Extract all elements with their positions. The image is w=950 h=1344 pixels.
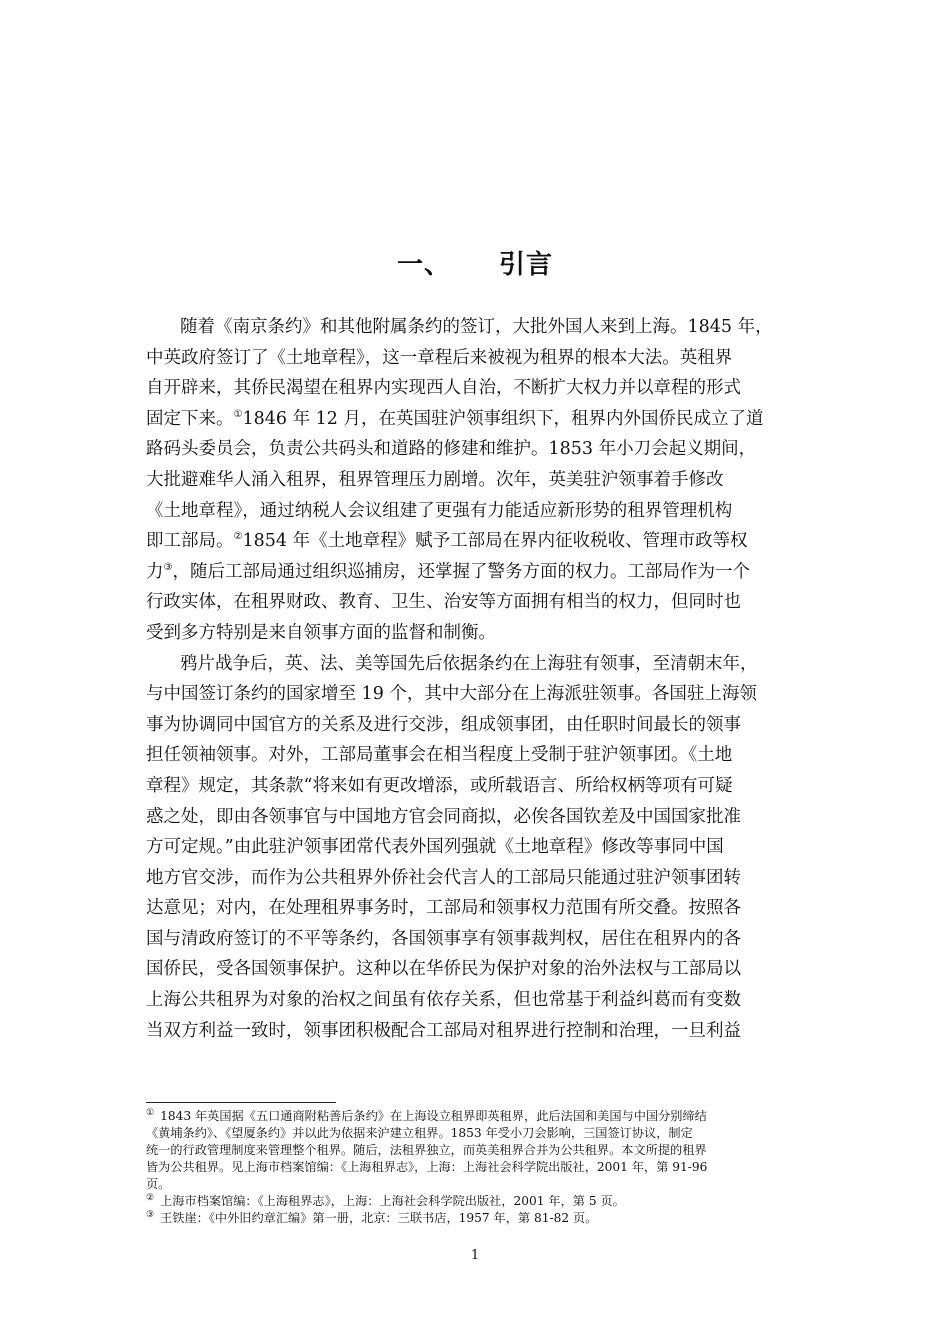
footnote-line: 页。 xyxy=(146,1177,171,1191)
paragraph-line: 随着《南京条约》和其他附属条约的签订，大批外国人来到上海。1845 年， xyxy=(180,317,773,337)
footnote-text: 上海市档案馆编：《上海租界志》，上海：上海社会科学院出版社，2001 年，第 5 页。 xyxy=(160,1194,625,1208)
footnote-text: 1843 年英国据《五口通商附粘善后条约》在上海设立租界即英租界，此后法国和美国与中国分别缔结 xyxy=(160,1109,707,1123)
paragraph-line: 当双方利益一致时，领事团积极配合工部局对租界进行控制和治理，一旦利益 xyxy=(146,1020,741,1041)
footnote-divider xyxy=(146,1102,336,1103)
paragraph-text: 1854 年《土地章程》赋予工部局在界内征收税收、管理市政等权 xyxy=(242,531,748,552)
paragraph-line: 行政实体，在租界财政、教育、卫生、治安等方面拥有相当的权力，但同时也 xyxy=(146,592,741,613)
paragraph-line: 鸦片战争后，英、法、美等国先后依据条约在上海驻有领事，至清朝末年， xyxy=(180,653,758,674)
paragraph-text: 1846 年 12 月，在英国驻沪领事组织下，租界内外国侨民成立了道 xyxy=(242,408,764,429)
paragraph-line: 路码头委员会，负责公共码头和道路的修建和维护。1853 年小刀会起义期间， xyxy=(146,439,757,460)
body-text xyxy=(146,312,802,1046)
paragraph-text: 固定下来。 xyxy=(146,408,234,429)
section-number: 一、 xyxy=(396,250,451,280)
footnote-ref-3[interactable]: ③ xyxy=(163,561,173,573)
paragraph-line: 与中国签订条约的国家增至 19 个，其中大部分在上海派驻领事。各国驻上海领 xyxy=(146,684,757,705)
footnote-line: 皆为公共租界。见上海市档案馆编：《上海租界志》，上海：上海社会科学院出版社，2001 年，第 91-96 xyxy=(146,1160,708,1174)
footnote-line: 《黄埔条约》、《望厦条约》并以此为依据来沪建立租界。1853 年受小刀会影响，三国签订协议，制定 xyxy=(146,1126,693,1140)
paragraph-line: 国侨民，受各国领事保护。这种以在华侨民为保护对象的治外法权与工部局以 xyxy=(146,959,741,980)
footnote-line: 统一的行政管理制度来管理整个租界。随后，法租界独立，而英美租界合并为公共租界。本文所提的租界 xyxy=(146,1143,707,1157)
footnotes xyxy=(146,1108,806,1227)
footnote-ref-2[interactable]: ② xyxy=(233,531,243,543)
footnote-mark: ② xyxy=(146,1193,155,1203)
paragraph-line: 方可定规。”由此驻沪领事团常代表外国列强就《土地章程》修改等事同中国 xyxy=(146,837,724,858)
page-number: 1 xyxy=(470,1248,480,1263)
paragraph-line: 达意见；对内，在处理租界事务时，工部局和领事权力范围有所交叠。按照各 xyxy=(146,898,741,919)
footnote-mark: ③ xyxy=(146,1210,155,1220)
footnote-text: 王铁崖：《中外旧约章汇编》第一册，北京：三联书店，1957 年，第 81-82 页。 xyxy=(160,1211,598,1225)
paragraph-line: 事为协调同中国官方的关系及进行交涉，组成领事团，由任职时间最长的领事 xyxy=(146,714,741,735)
paragraph-line: 惑之处，即由各领事官与中国地方官会同商拟，必俟各国钦差及中国国家批准 xyxy=(146,806,741,827)
footnote-ref-1[interactable]: ① xyxy=(233,408,243,420)
footnote-1 xyxy=(146,1108,806,1125)
paragraph-line: 《土地章程》，通过纳税人会议组建了更强有力能适应新形势的租界管理机构 xyxy=(146,500,733,521)
paragraph-line: 上海公共租界为对象的治权之间虽有依存关系，但也常基于利益纠葛而有变数 xyxy=(146,990,741,1011)
section-heading xyxy=(0,244,950,281)
footnote-3 xyxy=(146,1210,806,1227)
footnote-mark: ① xyxy=(146,1108,155,1118)
paragraph-line: 章程》规定，其条款“将来如有更改增添，或所载语言、所给权柄等项有可疑 xyxy=(146,775,733,796)
section-title: 引言 xyxy=(499,250,554,280)
paragraph-line xyxy=(146,557,802,588)
paragraph-line: 国与清政府签订的不平等条约，各国领事享有领事裁判权，居住在租界内的各 xyxy=(146,928,741,949)
paragraph-line: 大批避难华人涌入租界，租界管理压力剧增。次年，英美驻沪领事着手修改 xyxy=(146,469,724,490)
paragraph-text: 即工部局。 xyxy=(146,531,234,552)
paragraph-text: 力 xyxy=(146,561,164,582)
paragraph-text: ，随后工部局通过组织巡捕房，还掌握了警务方面的权力。工部局作为一个 xyxy=(172,561,750,582)
paragraph-line: 中英政府签订了《土地章程》，这一章程后来被视为租界的根本大法。英租界 xyxy=(146,347,733,368)
paragraph-line: 自开辟来，其侨民渴望在租界内实现西人自治，不断扩大权力并以章程的形式 xyxy=(146,378,741,399)
paragraph-line: 担任领袖领事。对外，工部局董事会在相当程度上受制于驻沪领事团。《土地 xyxy=(146,745,733,766)
footnote-2 xyxy=(146,1193,806,1210)
paragraph-line xyxy=(146,404,802,435)
paragraph-line: 受到多方特别是来自领事方面的监督和制衡。 xyxy=(146,622,496,643)
paragraph-line xyxy=(146,526,802,557)
paragraph-line: 地方官交涉，而作为公共租界外侨社会代言人的工部局只能通过驻沪领事团转 xyxy=(146,867,741,888)
